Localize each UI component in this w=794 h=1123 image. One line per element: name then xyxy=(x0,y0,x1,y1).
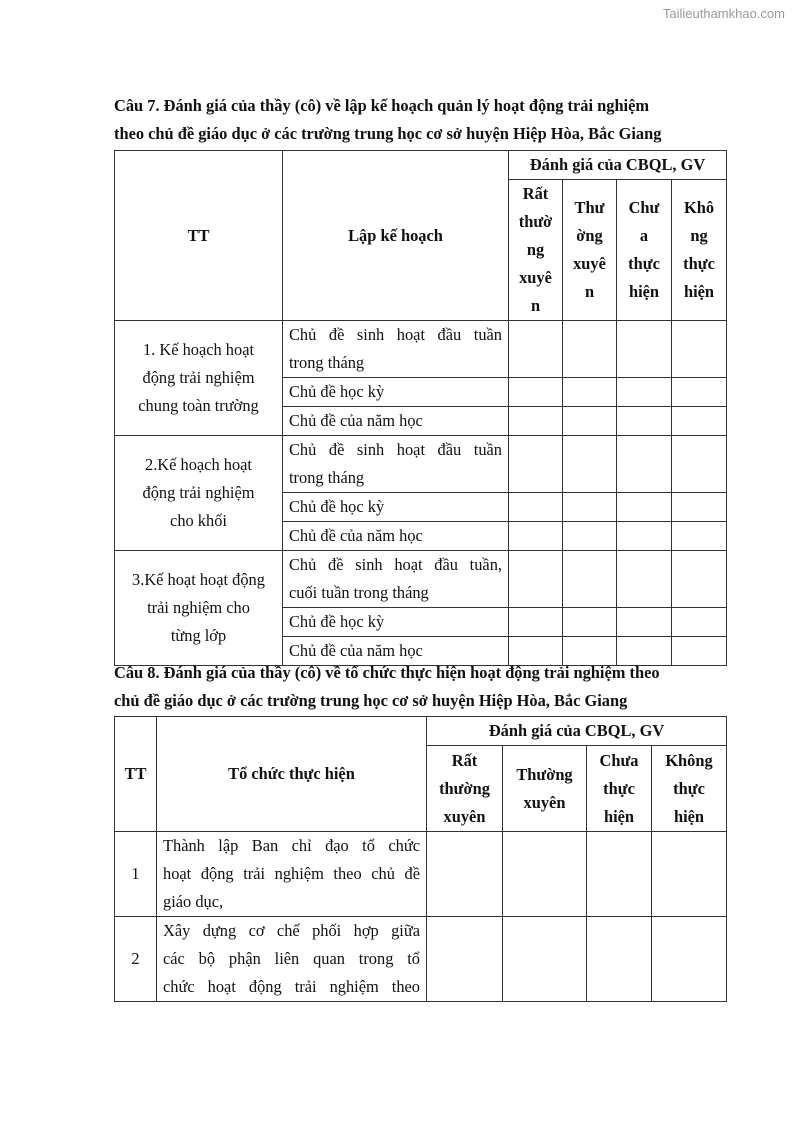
q7-level-2-line: xuyê xyxy=(573,254,606,273)
q8-level-2-line: xuyên xyxy=(523,792,566,812)
q8-answer-cell[interactable] xyxy=(652,917,727,1002)
q8-title xyxy=(114,659,724,715)
q8-row-number: 1 xyxy=(115,832,157,917)
q7-answer-cell[interactable] xyxy=(672,551,727,608)
q7-title-line: theo chủ đề giáo dục ở các trường trung học cơ sở huyện Hiệp Hòa, Bắc Giang xyxy=(114,124,662,143)
q7-level-1-line: ng xyxy=(526,240,545,259)
q7-level-2-line: ờng xyxy=(576,226,603,245)
q7-answer-cell[interactable] xyxy=(509,522,563,551)
q7-item-line: Chủ đề sinh hoạt đầu tuần xyxy=(289,325,502,344)
q7-title-line: Câu 7. Đánh giá của thầy (cô) về lập kế hoạch quản lý hoạt động trải nghiệm xyxy=(114,96,650,115)
q7-item: Chủ đề của năm học xyxy=(283,522,509,551)
q7-header-eval: Đánh giá của CBQL, GV xyxy=(509,151,727,180)
q7-item xyxy=(283,321,509,378)
q8-row-text xyxy=(157,832,427,917)
q7-level-1-line: n xyxy=(530,296,541,315)
q7-answer-cell[interactable] xyxy=(509,551,563,608)
q8-answer-cell[interactable] xyxy=(587,832,652,917)
q7-item: Chủ đề của năm học xyxy=(283,637,509,666)
q7-answer-cell[interactable] xyxy=(563,321,617,378)
q8-row-text-line: hoạt động trải nghiệm theo chủ đề xyxy=(163,864,420,883)
q7-answer-cell[interactable] xyxy=(509,436,563,493)
q8-level-4 xyxy=(652,746,727,832)
q7-answer-cell[interactable] xyxy=(509,321,563,378)
q8-level-4-line: thực xyxy=(673,778,705,798)
q7-answer-cell[interactable] xyxy=(672,378,727,407)
q7-table xyxy=(114,150,727,666)
q7-answer-cell[interactable] xyxy=(563,608,617,637)
q7-answer-cell[interactable] xyxy=(617,608,672,637)
q7-group-label-line: từng lớp xyxy=(170,626,227,645)
q7-level-3-line: a xyxy=(639,226,649,245)
q7-item: Chủ đề của năm học xyxy=(283,407,509,436)
q8-level-1-line: Rất xyxy=(451,750,478,770)
q7-answer-cell[interactable] xyxy=(509,493,563,522)
q7-item: Chủ đề học kỳ xyxy=(283,378,509,407)
q7-answer-cell[interactable] xyxy=(563,378,617,407)
q7-level-1-line: Rất xyxy=(522,184,549,203)
q7-answer-cell[interactable] xyxy=(617,493,672,522)
q7-answer-cell[interactable] xyxy=(563,436,617,493)
q7-level-3-line: hiện xyxy=(628,282,660,301)
q7-item: Chủ đề học kỳ xyxy=(283,493,509,522)
q8-level-1 xyxy=(427,746,503,832)
q7-item-line: Chủ đề sinh hoạt đầu tuần xyxy=(289,440,502,459)
q7-header-plan: Lập kế hoạch xyxy=(283,151,509,321)
q8-row-text-line: chức hoạt động trải nghiệm theo xyxy=(163,977,420,996)
q8-answer-cell[interactable] xyxy=(587,917,652,1002)
q7-answer-cell[interactable] xyxy=(617,407,672,436)
q8-answer-cell[interactable] xyxy=(652,832,727,917)
q7-title xyxy=(114,92,724,148)
q7-group-label xyxy=(115,551,283,666)
q7-item xyxy=(283,436,509,493)
q8-row-number: 2 xyxy=(115,917,157,1002)
q7-level-2-line: Thư xyxy=(574,198,605,217)
q8-row-text xyxy=(157,917,427,1002)
q7-group-label-line: 3.Kế hoạt hoạt động xyxy=(132,570,265,589)
q8-answer-cell[interactable] xyxy=(503,917,587,1002)
q7-answer-cell[interactable] xyxy=(672,493,727,522)
q8-row-text-line: Xây dựng cơ chế phối hợp giữa xyxy=(163,921,420,940)
q7-answer-cell[interactable] xyxy=(563,551,617,608)
q8-answer-cell[interactable] xyxy=(503,832,587,917)
q7-answer-cell[interactable] xyxy=(672,522,727,551)
q8-table xyxy=(114,716,727,1002)
q7-answer-cell[interactable] xyxy=(617,321,672,378)
q7-answer-cell[interactable] xyxy=(672,321,727,378)
q8-level-3-line: hiện xyxy=(603,806,635,826)
q7-level-2 xyxy=(563,180,617,321)
watermark: Tailieuthamkhao.com xyxy=(662,6,785,21)
q7-item-line: trong tháng xyxy=(289,468,365,487)
q8-level-4-line: hiện xyxy=(673,806,705,826)
q7-level-4-line: ng xyxy=(690,226,708,245)
q7-item-line: trong tháng xyxy=(289,353,365,372)
q7-answer-cell[interactable] xyxy=(509,378,563,407)
q7-group-label-line: cho khối xyxy=(170,511,227,530)
q7-level-4-line: thực xyxy=(683,254,715,273)
q7-level-4-line: Khô xyxy=(683,198,715,217)
q7-group-label-line: động trải nghiệm xyxy=(142,483,255,502)
q8-answer-cell[interactable] xyxy=(427,917,503,1002)
q7-group-label-line: trải nghiệm cho xyxy=(147,598,250,617)
q7-answer-cell[interactable] xyxy=(617,522,672,551)
q7-item: Chủ đề học kỳ xyxy=(283,608,509,637)
q7-answer-cell[interactable] xyxy=(617,378,672,407)
q7-level-3-line: Chư xyxy=(628,198,660,217)
q7-answer-cell[interactable] xyxy=(563,407,617,436)
q7-group-label xyxy=(115,436,283,551)
q7-level-3-line: thực xyxy=(628,254,660,273)
q7-item-line: cuối tuần trong tháng xyxy=(289,583,429,602)
q8-level-3-line: Chưa xyxy=(599,750,639,770)
q7-level-2-line: n xyxy=(584,282,595,301)
q7-group-label-line: chung toàn trường xyxy=(138,396,259,415)
q7-answer-cell[interactable] xyxy=(563,493,617,522)
q8-level-3 xyxy=(587,746,652,832)
q7-group-label xyxy=(115,321,283,436)
q8-answer-cell[interactable] xyxy=(427,832,503,917)
q7-answer-cell[interactable] xyxy=(509,608,563,637)
q7-level-3 xyxy=(617,180,672,321)
q7-level-1-line: thườ xyxy=(518,212,553,231)
q7-answer-cell[interactable] xyxy=(672,407,727,436)
q7-group-label-line: 1. Kế hoạch hoạt xyxy=(142,340,255,359)
q8-level-3-line: thực xyxy=(603,778,635,798)
q7-group-label-line: 2.Kế hoạch hoạt xyxy=(145,455,252,474)
q8-header-org: Tổ chức thực hiện xyxy=(157,717,427,832)
q7-answer-cell[interactable] xyxy=(509,407,563,436)
q7-answer-cell[interactable] xyxy=(672,436,727,493)
q8-row-text-line: các bộ phận liên quan trong tổ xyxy=(163,949,420,968)
q8-level-4-line: Không xyxy=(665,750,713,770)
q8-level-1-line: thường xyxy=(439,778,490,798)
q7-answer-cell[interactable] xyxy=(563,522,617,551)
q7-header-tt: TT xyxy=(115,151,283,321)
q8-header-eval: Đánh giá của CBQL, GV xyxy=(427,717,727,746)
q8-level-2 xyxy=(503,746,587,832)
q7-item xyxy=(283,551,509,608)
q8-level-1-line: xuyên xyxy=(443,806,486,826)
q8-header-tt: TT xyxy=(115,717,157,832)
q7-answer-cell[interactable] xyxy=(672,608,727,637)
q7-answer-cell[interactable] xyxy=(617,436,672,493)
q8-title-line: chủ đề giáo dục ở các trường trung học cơ sở huyện Hiệp Hòa, Bắc Giang xyxy=(114,691,628,710)
q7-answer-cell[interactable] xyxy=(617,551,672,608)
q8-title-line: Câu 8. Đánh giá của thầy (cô) về tổ chức thực hiện hoạt động trải nghiệm theo xyxy=(114,663,660,682)
q8-row-text-line: Thành lập Ban chỉ đạo tổ chức xyxy=(163,836,420,855)
q7-level-4 xyxy=(672,180,727,321)
q7-level-4-line: hiện xyxy=(683,282,715,301)
q7-group-label-line: động trải nghiệm xyxy=(142,368,255,387)
q8-row-text-line: giáo dục, xyxy=(163,892,224,911)
q8-level-2-line: Thường xyxy=(516,764,573,784)
q7-level-1 xyxy=(509,180,563,321)
q7-item-line: Chủ đề sinh hoạt đầu tuần, xyxy=(289,555,502,574)
q7-level-1-line: xuyê xyxy=(519,268,552,287)
